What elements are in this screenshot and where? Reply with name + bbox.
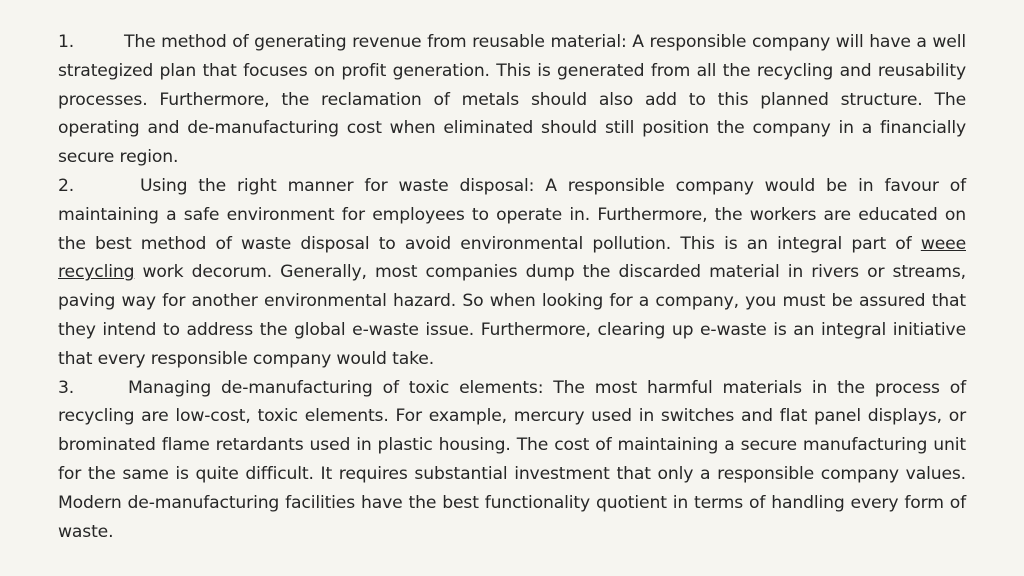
paragraph-2-text-after-link: work decorum. Generally, most companies dump the discarded material in rivers or streams, paving way for another environmental hazard. So when looking for a company, you must be assured that they intend to address the global e-waste issue. Furthermore, clearing up e-waste is an integral initiative that every responsible company would take.: [58, 262, 966, 369]
paragraph-1-text: The method of generating revenue from reusable material: A responsible company will have a well strategized plan that focuses on profit generation. This is generated from all the recycling and reusability processes. Furthermore, the reclamation of metals should also add to this planned structure. The operating and de-manufacturing cost when eliminated should still position the company in a financially secure region.: [58, 32, 966, 168]
paragraph-3-number: 3.: [58, 377, 75, 398]
paragraph-2-text-before-link: Using the right manner for waste disposal: A responsible company would be in favour of maintaining a safe environment for employees to operate in. Furthermore, the workers are educated on the best method of waste disposal to avoid environmental pollution. This is an integral part of: [58, 175, 966, 254]
weee-recycling-link[interactable]: weee recycling: [58, 233, 966, 283]
paragraph-2-number: 2.: [58, 175, 75, 196]
paragraph-3-text: Managing de-manufacturing of toxic elements: The most harmful materials in the process of recycling are low-cost, toxic elements. For example, mercury used in switches and flat panel displays, or brominated flame retardants used in plastic housing. The cost of maintaining a secure manufacturing unit for the same is quite difficult. It requires substantial investment that only a responsible company values. Modern de-manufacturing facilities have the best functionality quotient in terms of handling every form of waste.: [58, 377, 966, 542]
paragraph-1-number: 1.: [58, 32, 75, 52]
paragraph-3: [58, 374, 966, 547]
paragraph-1: [58, 28, 966, 172]
paragraph-2: [58, 172, 966, 374]
